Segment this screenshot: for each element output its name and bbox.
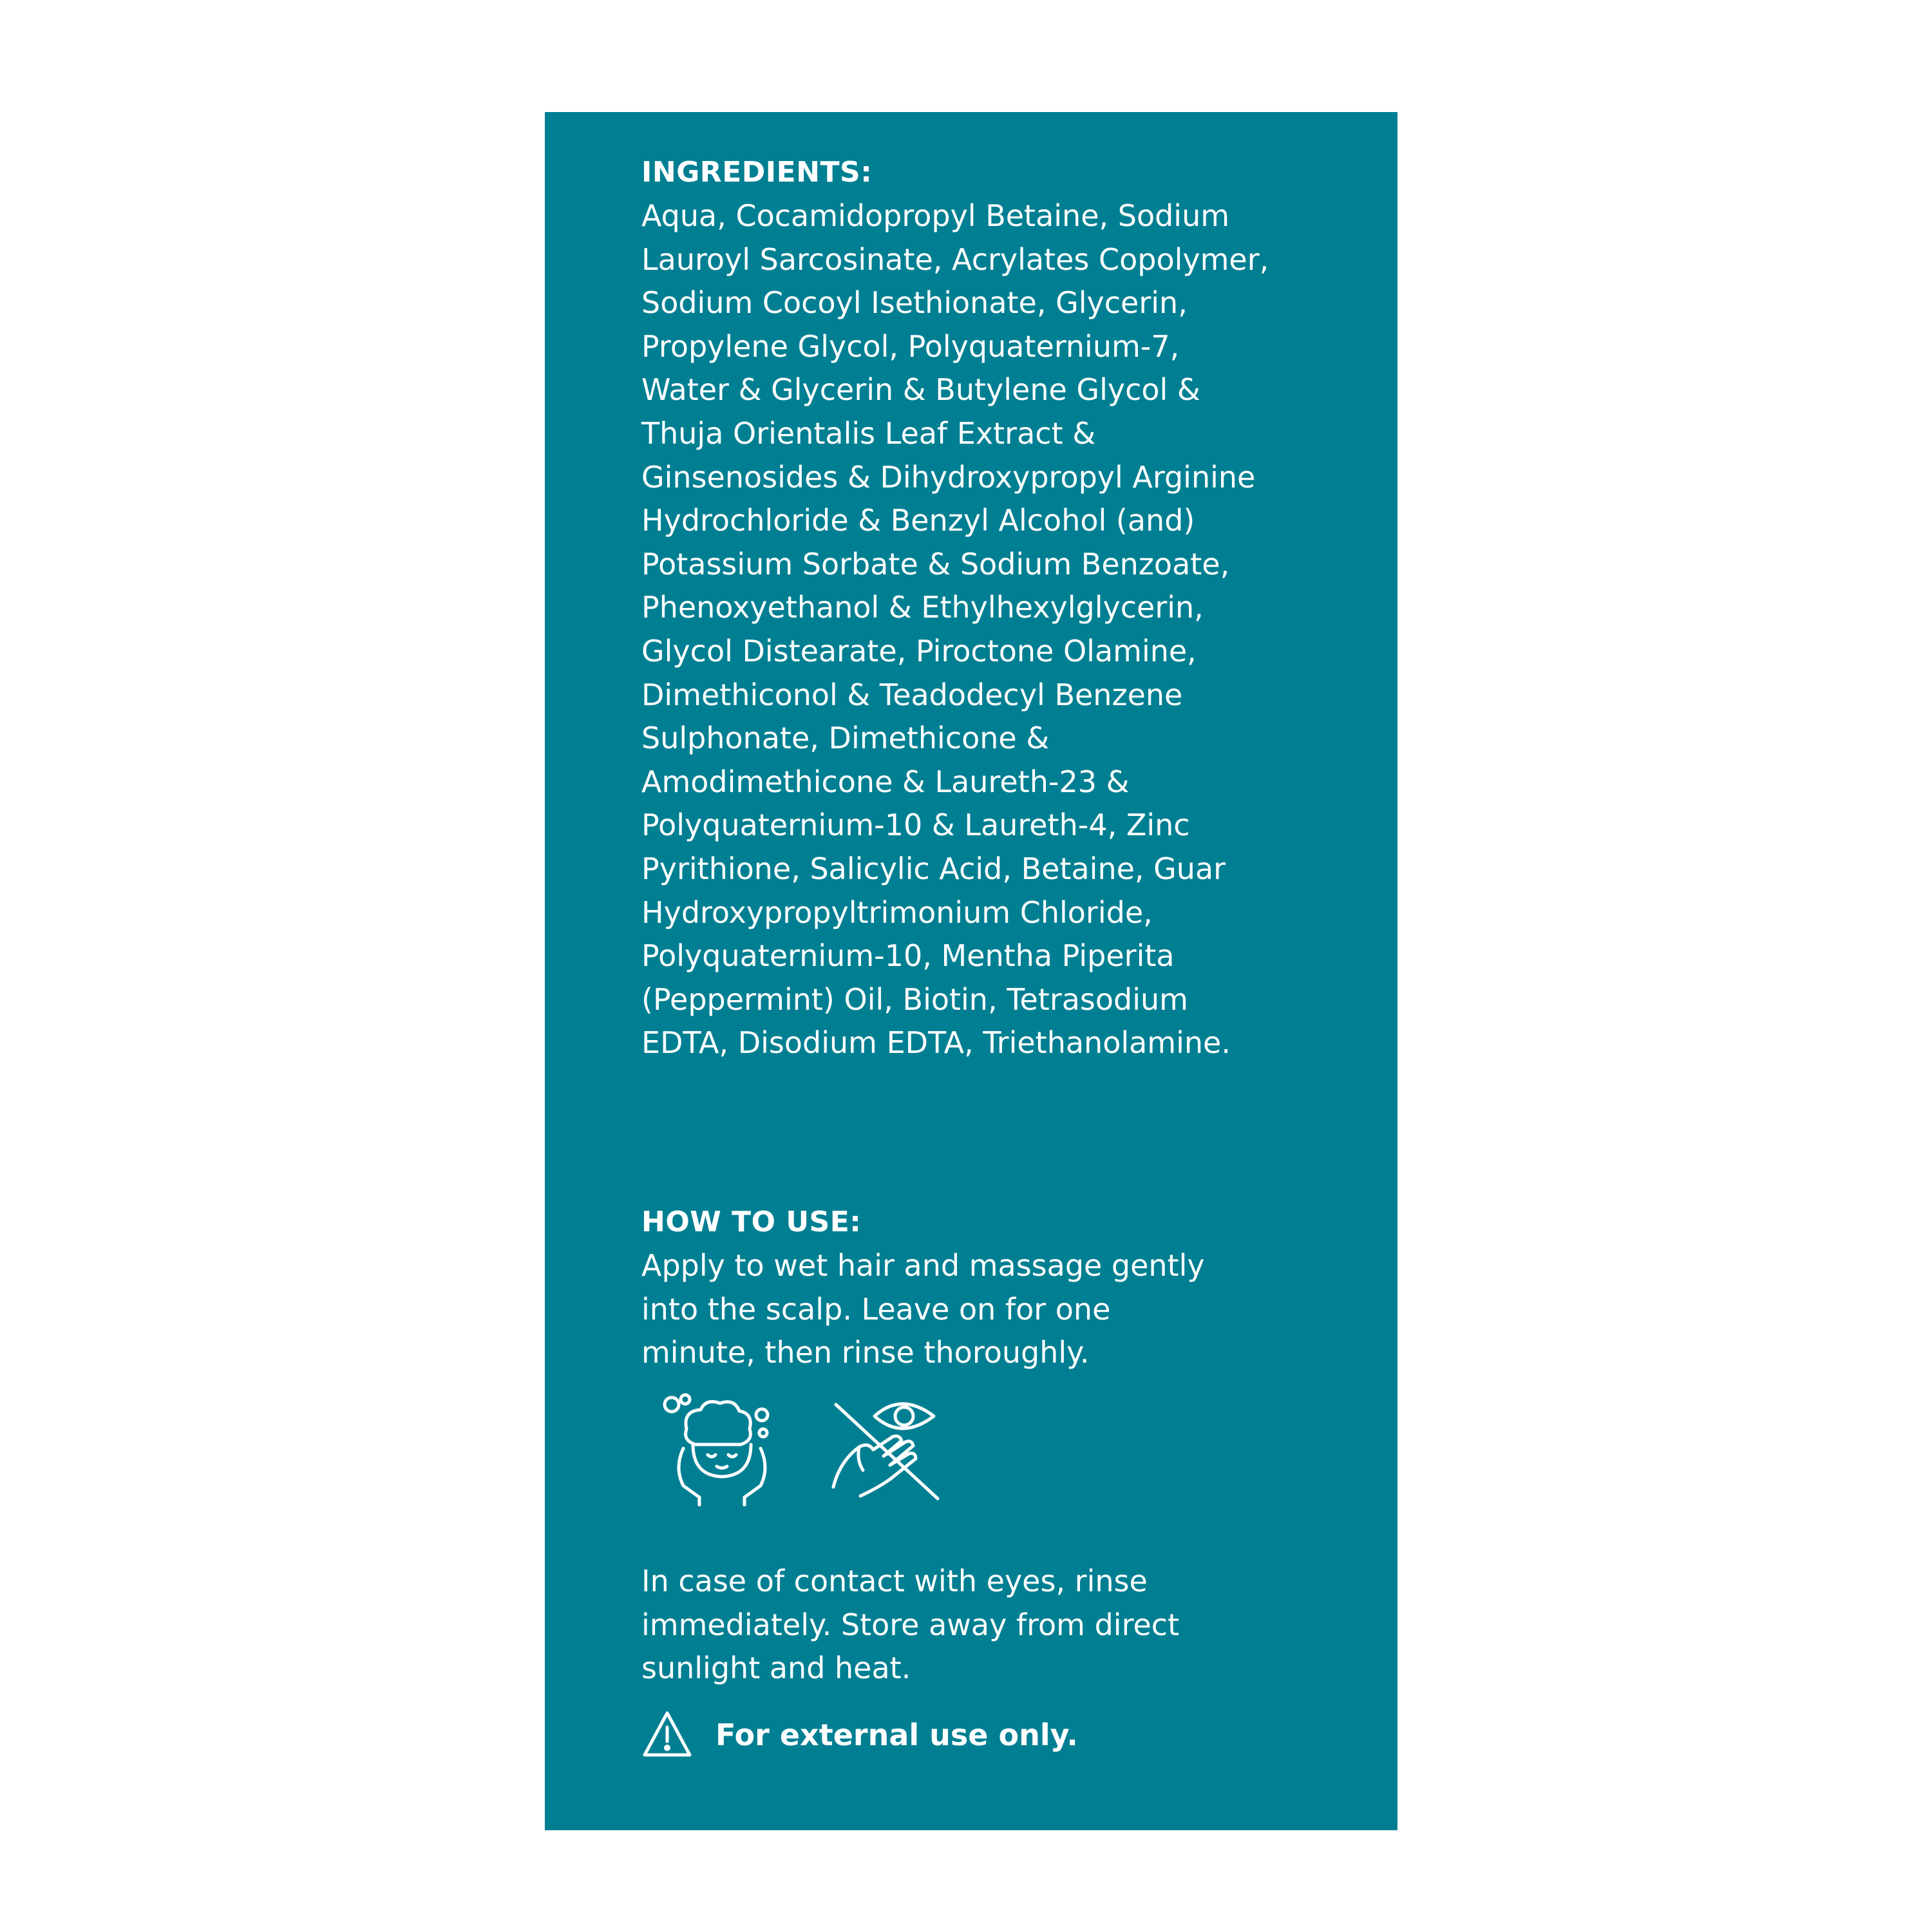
avoid-eye-contact-icon bbox=[828, 1390, 944, 1506]
caution-text: In case of contact with eyes, rinse immediately. Store away from direct sunlight and heat. bbox=[641, 1564, 1180, 1686]
how-to-use-text: Apply to wet hair and massage gently into the scalp. Leave on for one minute, then rinse thoroughly. bbox=[641, 1248, 1205, 1370]
caution-section bbox=[641, 1560, 1363, 1690]
external-use-notice bbox=[641, 1708, 1350, 1763]
hair-wash-icon bbox=[658, 1390, 773, 1506]
external-use-label: For external use only. bbox=[715, 1718, 1078, 1752]
how-to-use-section bbox=[641, 1200, 1363, 1375]
ingredients-panel bbox=[545, 112, 1397, 1830]
ingredients-list: Aqua, Cocamidopropyl Betaine, Sodium Lauroyl Sarcosinate, Acrylates Copolymer, Sodium Cocoyl Isethionate, Glycerin, Propylene Glycol, Polyquaternium-7, Water & Glycerin & Butylene Glycol & Thuja Orientalis Leaf Extract & Ginsenosides & Dihydroxypropyl Arginine Hydrochloride & Benzyl Alcohol (and) Potassium Sorbate & Sodium Benzoate, Phenoxyethanol & Ethylhexylglycerin, Glycol Distearate, Piroctone Olamine, Dimethiconol & Teadodecyl Benzene Sulphonate, Dimethicone & Amodimethicone & Laureth-23 & Polyquaternium-10 & Laureth-4, Zinc Pyrithione, Salicylic Acid, Betaine, Guar Hydroxypropyltrimonium Chloride, Polyquaternium-10, Mentha Piperita (Peppermint) Oil, Biotin, Tetrasodium EDTA, Disodium EDTA, Triethanolamine. bbox=[641, 198, 1269, 1061]
ingredients-heading: INGREDIENTS: bbox=[641, 156, 873, 189]
how-to-use-heading: HOW TO USE: bbox=[641, 1206, 862, 1238]
usage-icons bbox=[658, 1390, 954, 1506]
ingredients-section bbox=[641, 151, 1363, 1065]
warning-triangle-icon bbox=[641, 1709, 693, 1759]
